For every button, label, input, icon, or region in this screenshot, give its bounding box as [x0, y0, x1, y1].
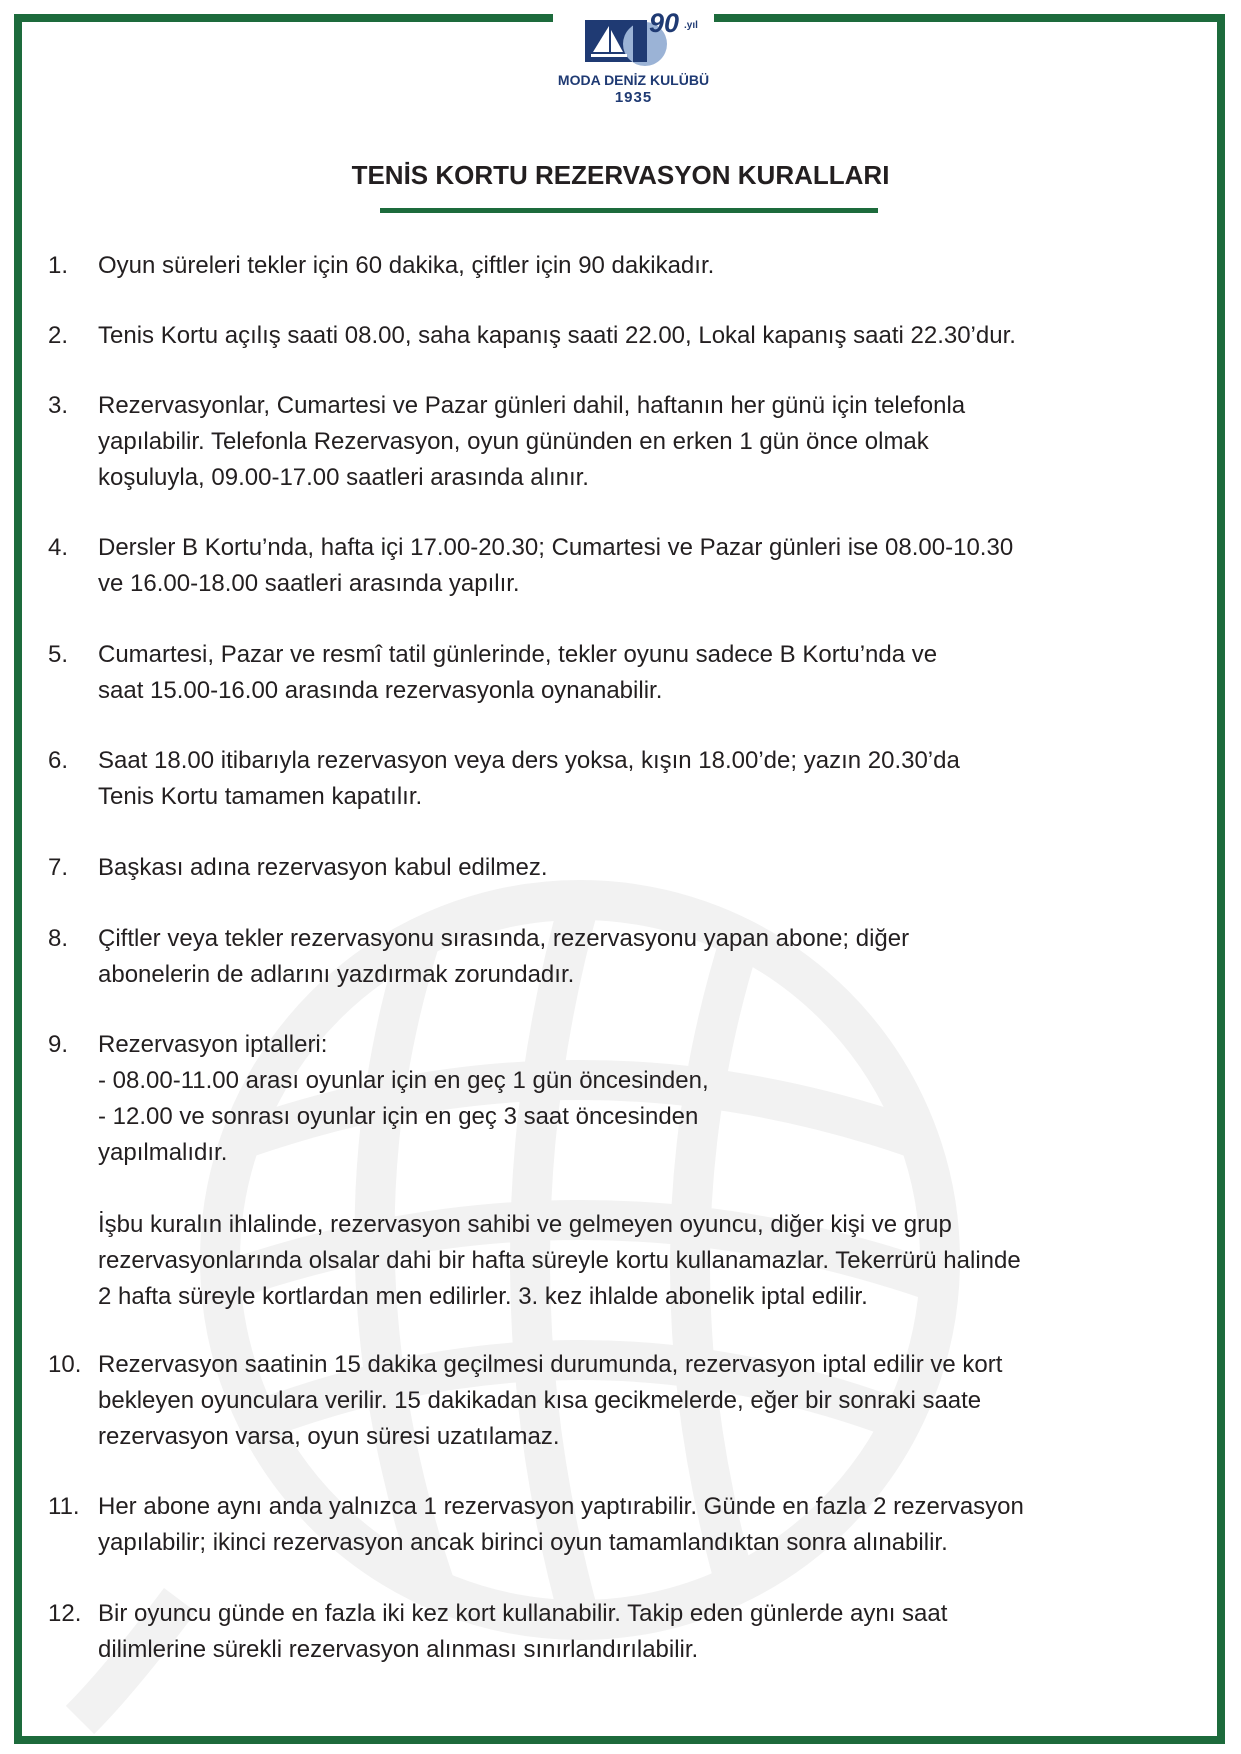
rule-line: saat 15.00-16.00 arasında rezervasyonla oynanabilir. — [98, 677, 663, 704]
rule-number: 11. — [48, 1493, 80, 1520]
rule-number: 6. — [48, 747, 69, 774]
page-title: TENİS KORTU REZERVASYON KURALLARI — [351, 160, 890, 190]
club-name: MODA DENİZ KULÜBÜ — [557, 72, 710, 88]
rule-number: 9. — [48, 1031, 69, 1058]
rule-line: yapılabilir; ikinci rezervasyon ancak birinci oyun tamamlandıktan sonra alınabilir. — [98, 1529, 948, 1556]
rule-number: 3. — [48, 392, 69, 419]
rule-line: Saat 18.00 itibarıyla rezervasyon veya ders yoksa, kışın 18.00’de; yazın 20.30’da — [98, 747, 960, 774]
rule-line: rezervasyon varsa, oyun süresi uzatılamaz. — [98, 1423, 560, 1450]
rule-line: yapılabilir. Telefonla Rezervasyon, oyun gününden en erken 1 gün önce olmak — [98, 428, 929, 455]
rule-line: rezervasyonlarında olsalar dahi bir hafta süreyle kortu kullanamazlar. Tekerrürü halinde — [98, 1247, 1021, 1274]
rule-line: yapılmalıdır. — [98, 1139, 228, 1166]
rule-line: ve 16.00-18.00 saatleri arasında yapılır. — [98, 570, 520, 597]
rule-line: Rezervasyon saatinin 15 dakika geçilmesi durumunda, rezervasyon iptal edilir ve kort — [98, 1351, 1003, 1378]
rule-number: 1. — [48, 252, 69, 279]
rule-line: Dersler B Kortu’nda, hafta içi 17.00-20.30; Cumartesi ve Pazar günleri ise 08.00-10.30 — [98, 534, 1014, 561]
rule-number: 10. — [48, 1351, 82, 1378]
rule-line: - 08.00-11.00 arası oyunlar için en geç 1 gün öncesinden, — [98, 1067, 709, 1094]
rule-line: Rezervasyonlar, Cumartesi ve Pazar günleri dahil, haftanın her günü için telefonla — [98, 392, 966, 419]
anniversary-number: 90 — [649, 8, 680, 38]
rule-number: 5. — [48, 641, 69, 668]
rule-line: Tenis Kortu tamamen kapatılır. — [98, 783, 423, 810]
rule-line: Başkası adına rezervasyon kabul edilmez. — [98, 854, 548, 881]
rule-line: Cumartesi, Pazar ve resmî tatil günlerinde, tekler oyunu sadece B Kortu’nda ve — [98, 641, 938, 668]
rule-line: abonelerin de adlarını yazdırmak zorundadır. — [98, 961, 575, 988]
rule-line: - 12.00 ve sonrası oyunlar için en geç 3 saat öncesinden — [98, 1103, 699, 1130]
rule-number: 2. — [48, 322, 69, 349]
rule-number: 4. — [48, 534, 69, 561]
rule-line: Rezervasyon iptalleri: — [98, 1031, 328, 1058]
rule-line: Tenis Kortu açılış saati 08.00, saha kapanış saati 22.00, Lokal kapanış saati 22.30’dur. — [98, 322, 1016, 349]
rule-line: koşuluyla, 09.00-17.00 saatleri arasında alınır. — [98, 464, 589, 491]
rule-line: Bir oyuncu günde en fazla iki kez kort kullanabilir. Takip eden günlerde aynı saat — [98, 1600, 948, 1627]
rule-line: 2 hafta süreyle kortlardan men edilirler. 3. kez ihlalde abonelik iptal edilir. — [98, 1283, 868, 1310]
rule-line: Çiftler veya tekler rezervasyonu sırasında, rezervasyonu yapan abone; diğer — [98, 925, 910, 952]
anniversary-suffix: .yıl — [684, 20, 698, 31]
rule-line: İşbu kuralın ihlalinde, rezervasyon sahibi ve gelmeyen oyuncu, diğer kişi ve grup — [98, 1211, 952, 1238]
rule-line: Oyun süreleri tekler için 60 dakika, çiftler için 90 dakikadır. — [98, 252, 715, 279]
club-founded-year: 1935 — [614, 89, 653, 106]
rule-number: 12. — [48, 1600, 82, 1627]
rule-line: bekleyen oyunculara verilir. 15 dakikadan kısa gecikmelerde, eğer bir sonraki saate — [98, 1387, 982, 1414]
rule-line: dilimlerine sürekli rezervasyon alınması sınırlandırılabilir. — [98, 1636, 699, 1663]
rule-number: 8. — [48, 925, 69, 952]
rule-line: Her abone aynı anda yalnızca 1 rezervasyon yaptırabilir. Günde en fazla 2 rezervasyon — [98, 1493, 1024, 1520]
rule-number: 7. — [48, 854, 69, 881]
